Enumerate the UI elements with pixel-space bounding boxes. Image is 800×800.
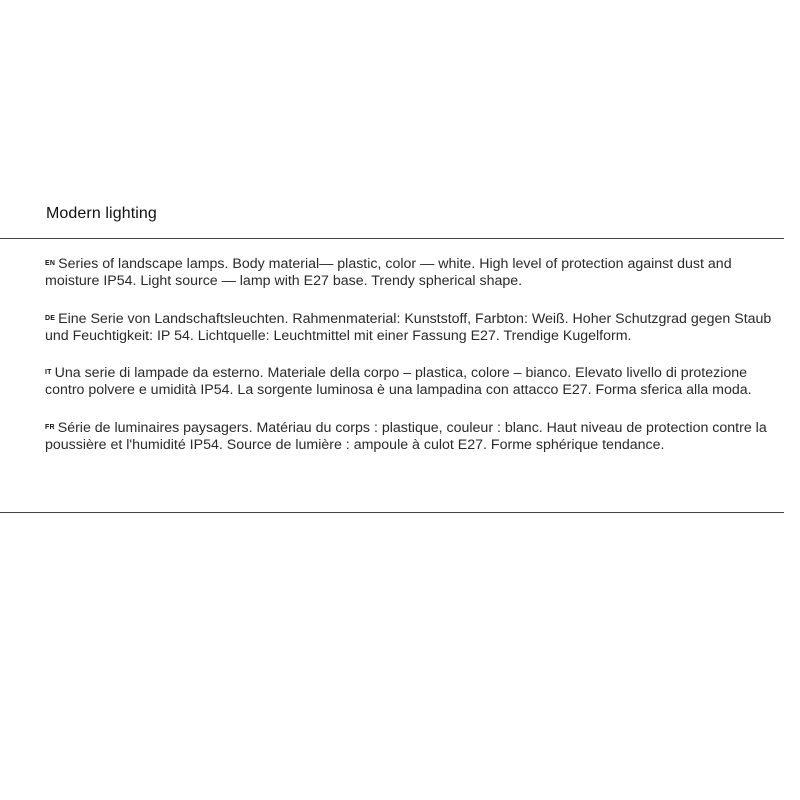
description-en (45, 255, 785, 291)
language-tag-en: EN (45, 260, 56, 267)
description-text-de: Eine Serie von Landschaftsleuchten. Rahmenmaterial: Kunststoff, Farbton: Weiß. Hoher Schutzgrad gegen Staub und Feuchtigkeit: IP 54. Lichtquelle: Leuchtmittel mit einer Fassung E27. Trendige Kugelform. (45, 310, 772, 344)
description-list (45, 255, 785, 473)
description-text-it: Una serie di lampade da esterno. Materiale della corpo – plastica, colore – bianco. Elevato livello di protezione contro polvere e umidità IP54. La sorgente luminosa è una lampadina con attacco E27. Forma sferica alla moda. (45, 365, 752, 399)
bottom-divider (0, 512, 784, 513)
description-fr (45, 419, 785, 455)
description-text-en: Series of landscape lamps. Body material— plastic, color — white. High level of protection against dust and moisture IP54. Light source — lamp with E27 base. Trendy spherical shape. (45, 256, 732, 290)
description-text-fr: Série de luminaires paysagers. Matériau du corps : plastique, couleur : blanc. Haut niveau de protection contre la poussière et l'humidité IP54. Source de lumière : ampoule à culot E27. Forme sphérique tendance. (45, 419, 767, 454)
description-it (45, 364, 785, 400)
language-tag-de: DE (45, 314, 56, 322)
top-divider (0, 238, 784, 239)
language-tag-fr: FR (45, 423, 55, 431)
section-heading: Modern lighting (46, 205, 157, 222)
language-tag-it: IT (45, 369, 52, 377)
description-de (45, 310, 785, 346)
